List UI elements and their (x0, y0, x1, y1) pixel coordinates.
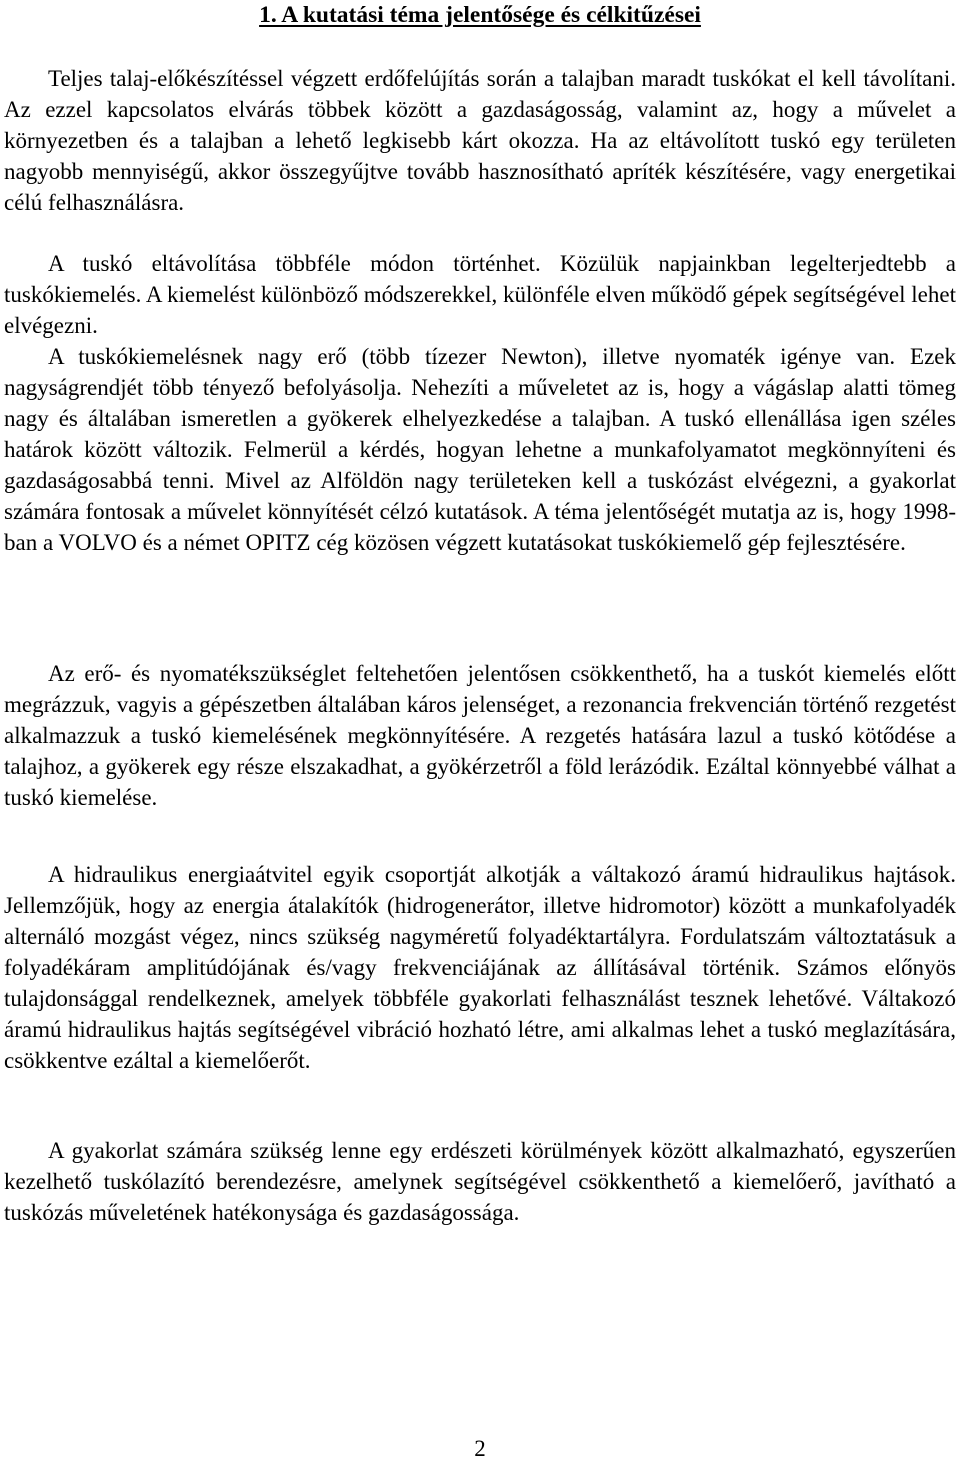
paragraph-2: A tuskó eltávolítása többféle módon történhet. Közülük napjainkban legelterjedtebb a tuskókiemelés. A kiemelést különböző módszerekkel, különféle elven működő gépek segítségével lehet elvégezni. (4, 251, 956, 338)
paragraph-3: A tuskókiemelésnek nagy erő (több tízezer Newton), illetve nyomaték igénye van. Ezek nagyságrendjét több tényező befolyásolja. Nehezíti a műveletet az is, hogy a vágáslap alatti tömeg nagy és általában ismeretlen a gyökerek elhelyezkedése a talajban. A tuskó ellenállása igen széles határok között változik. Felmerül a kérdés, hogyan lehetne a munkafolyamatot megkönnyíteni és gazdaságosabbá tenni. Mivel az Alföldön nagy területeken kell a tuskózást elvégezni, a gyakorlat számára fontosak a művelet könnyítését célzó kutatások. A téma jelentőségét mutatja az is, hogy 1998-ban a VOLVO és a német OPITZ cég közösen végzett kutatásokat tuskókiemelő gép fejlesztésére. (4, 344, 956, 555)
paragraph-5: A hidraulikus energiaátvitel egyik csoportját alkotják a váltakozó áramú hidraulikus hajtások. Jellemzőjük, hogy az energia átalakítók (hidrogenerátor, illetve hidromotor) között a munkafolyadék alternáló mozgást végez, nincs szükség nagyméretű folyadéktartályra. Fordulatszám változtatásuk a folyadékáram amplitúdójának és/vagy frekvenciájának az állításával történik. Számos előnyös tulajdonsággal rendelkeznek, amelyek többféle gyakorlati felhasználást tesznek lehetővé. Váltakozó áramú hidraulikus hajtás segítségével vibráció hozható létre, ami alkalmas lehet a tuskó meglazítására, csökkentve ezáltal a kiemelőerőt. (4, 862, 956, 1073)
paragraph-1: Teljes talaj-előkészítéssel végzett erdőfelújítás során a talajban maradt tuskókat el kell távolítani. Az ezzel kapcsolatos elvárás többek között a gazdaságosság, valamint az, hogy a művelet a környezetben és a talajban a lehető legkisebb kárt okozza. Ha az eltávolított tuskó egy területen nagyobb mennyiségű, akkor összegyűjtve tovább hasznosítható apríték készítésére, vagy energetikai célú felhasználásra. (4, 66, 956, 215)
page-number: 2 (474, 1436, 486, 1461)
paragraph-6: A gyakorlat számára szükség lenne egy erdészeti körülmények között alkalmazható, egyszerűen kezelhető tuskólazító berendezésre, amelynek segítségével csökkenthető a kiemelőerő, javítható a tuskózás műveletének hatékonysága és gazdaságossága. (4, 1138, 956, 1225)
section-heading: 1. A kutatási téma jelentősége és célkitűzései (259, 2, 701, 28)
paragraph-4: Az erő- és nyomatékszükséglet feltehetően jelentősen csökkenthető, ha a tuskót kiemelés előtt megrázzuk, vagyis a gépészetben általában káros jelenséget, a rezonancia frekvencián történő rezgetést alkalmazzuk a tuskó kiemelésének megkönnyítésére. A rezgetés hatására lazul a tuskó kötődése a talajhoz, a gyökerek egy része elszakadhat, a gyökérzetről a föld lerázódik. Ezáltal könnyebbé válhat a tuskó kiemelése. (4, 661, 956, 810)
